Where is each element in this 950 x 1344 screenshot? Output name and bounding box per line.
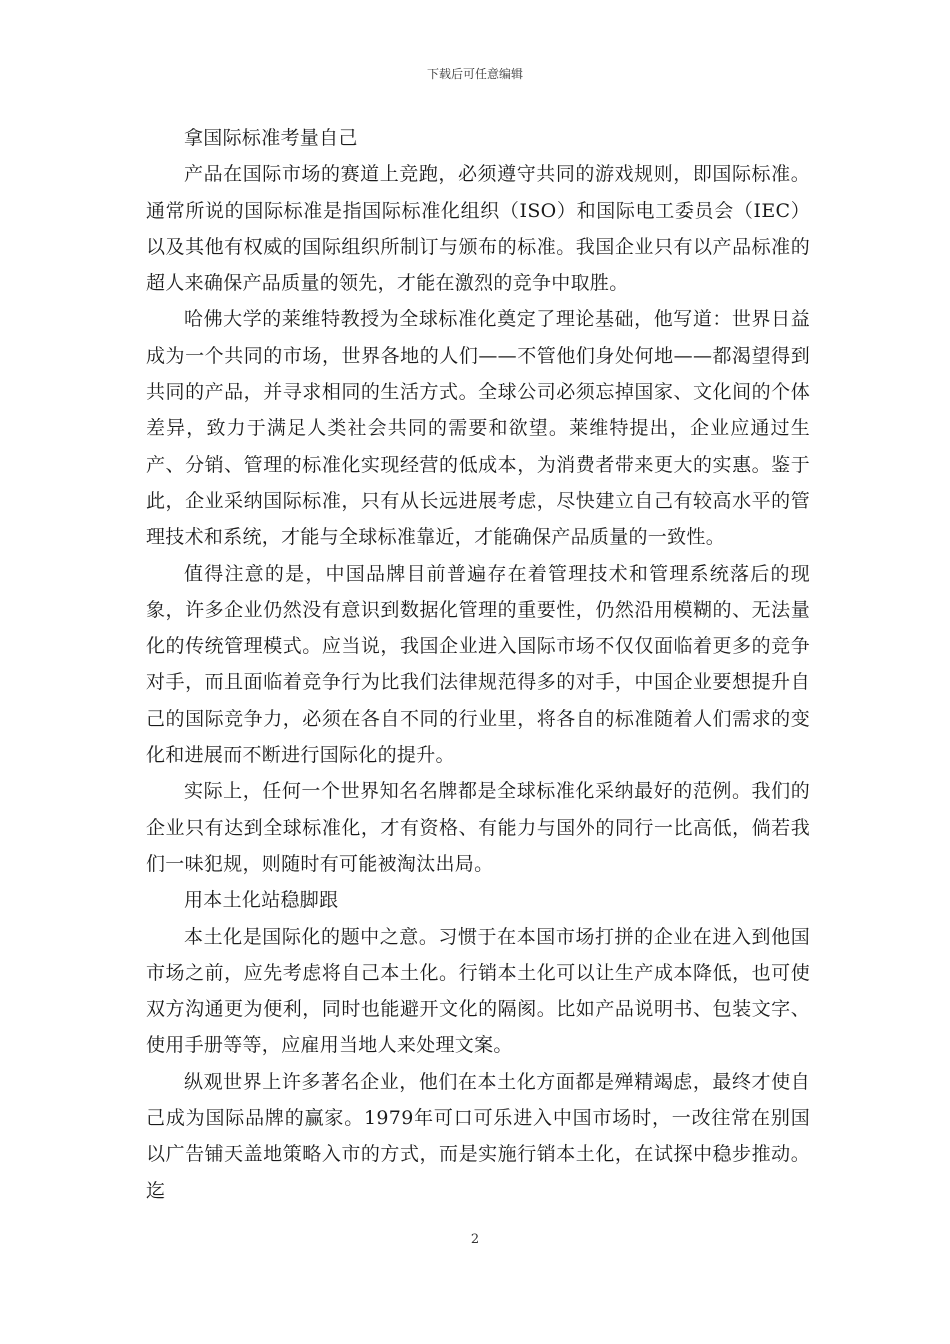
body-paragraph: 哈佛大学的莱维特教授为全球标准化奠定了理论基础，他写道：世界日益成为一个共同的市场，世界各地的人们——不管他们身处何地——都渴望得到共同的产品，并寻求相同的生活方式。全球公司必须忘掉国家、文化间的个体差异，致力于满足人类社会共同的需要和欲望。莱维特提出，企业应通过生产、分销、管理的标准化实现经营的低成本，为消费者带来更大的实惠。鉴于此，企业采纳国际标准，只有从长远进展考虑，尽快建立自己有较高水平的管理技术和系统，才能与全球标准靠近，才能确保产品质量的一致性。 [146,308,810,549]
section-heading: 拿国际标准考量自己 [184,127,358,149]
body-paragraph: 值得注意的是，中国品牌目前普遍存在着管理技术和管理系统落后的现象，许多企业仍然没有意识到数据化管理的重要性，仍然沿用模糊的、无法量化的传统管理模式。应当说，我国企业进入国际市场不仅仅面临着更多的竞争对手，而且面临着竞争行为比我们法律规范得多的对手，中国企业要想提升自己的国际竞争力，必须在各自不同的行业里，将各自的标准随着人们需求的变化和进展而不断进行国际化的提升。 [146,562,810,767]
page-number: 2 [470,1232,480,1247]
body-paragraph: 实际上，任何一个世界知名名牌都是全球标准化采纳最好的范例。我们的企业只有达到全球标准化，才有资格、有能力与国外的同行一比高低，倘若我们一味犯规，则随时有可能被淘汰出局。 [146,780,810,875]
document-body [146,120,810,1209]
body-paragraph: 纵观世界上许多著名企业，他们在本土化方面都是殚精竭虑，最终才使自己成为国际品牌的赢家。1979年可口可乐进入中国市场时，一改往常在别国以广告铺天盖地策略入市的方式，而是实施行销本土化，在试探中稳步推动。迄 [146,1070,810,1202]
body-paragraph: 产品在国际市场的赛道上竞跑，必须遵守共同的游戏规则，即国际标准。通常所说的国际标准是指国际标准化组织（ISO）和国际电工委员会（IEC）以及其他有权威的国际组织所制订与颁布的标准。我国企业只有以产品标准的超人来确保产品质量的领先，才能在激烈的竞争中取胜。 [146,163,810,295]
page-header: 下载后可任意编辑 [426,67,523,81]
body-paragraph: 本土化是国际化的题中之意。习惯于在本国市场打拼的企业在进入到他国市场之前，应先考虑将自己本土化。行销本土化可以让生产成本降低，也可使双方沟通更为便利，同时也能避开文化的隔阂。比如产品说明书、包装文字、使用手册等等，应雇用当地人来处理文案。 [146,925,810,1057]
section-heading: 用本土化站稳脚跟 [184,889,339,912]
